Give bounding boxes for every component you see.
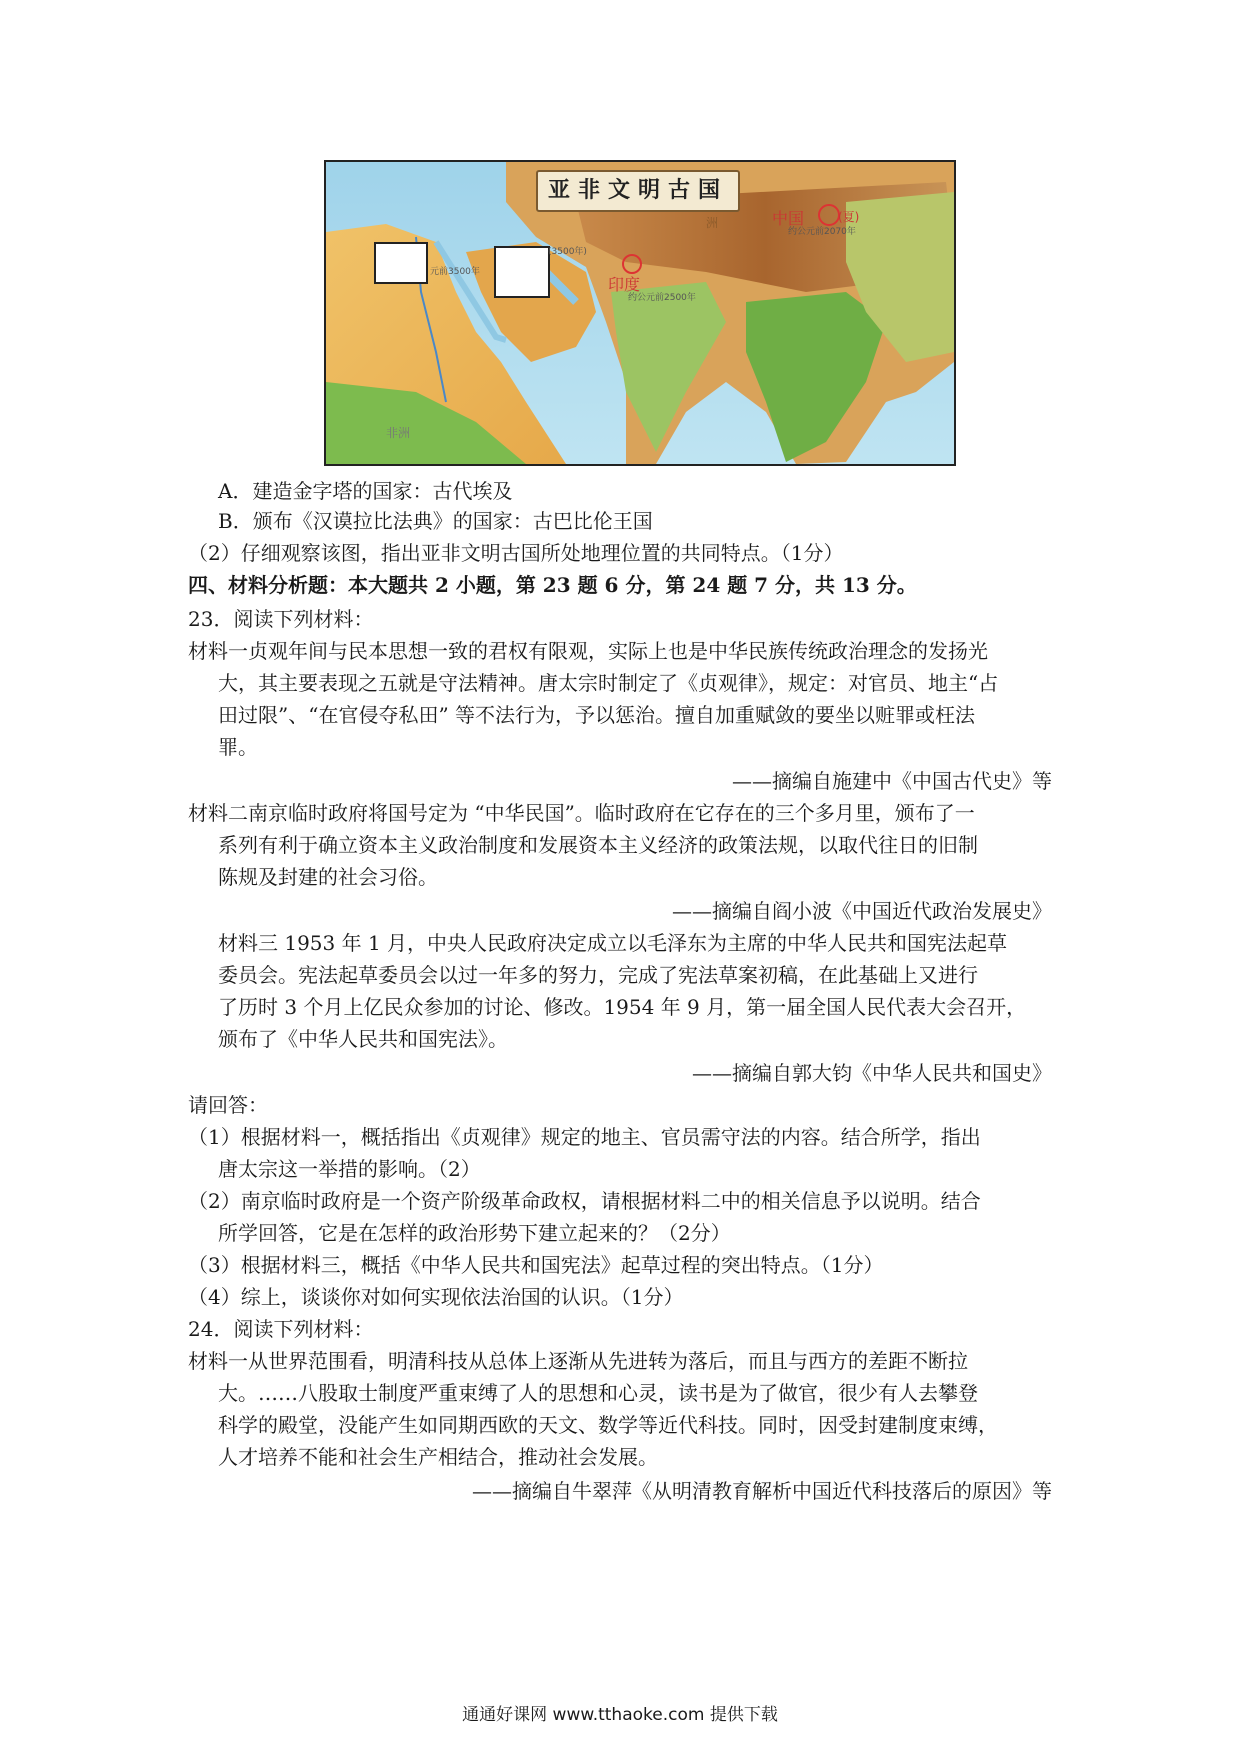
india-date-label: 约公元前2500年 [628,293,696,303]
material-24-1-line: 人才培养不能和社会生产相结合，推动社会发展。 [218,1445,658,1469]
question-22-2: （2）仔细观察该图，指出亚非文明古国所处地理位置的共同特点。（1分） [188,541,844,565]
material-2-line: 陈规及封建的社会习俗。 [218,865,438,889]
egypt-date-label: 元前3500年 [430,267,480,277]
africa-continent-label: 非洲 [386,426,411,440]
china-label: 中国 [772,209,805,228]
map-title: 亚非文明古国 [536,170,740,212]
material-1-source: ——摘编自施建中《中国古代史》等 [732,769,1052,793]
material-24-1-line: 科学的殿堂，没能产生如同期西欧的天文、数学等近代科技。同时，因受封建制度束缚， [218,1413,998,1437]
material-2-line: 材料二南京临时政府将国号定为 “中华民国”。临时政府在它存在的三个多月里，颁布了一 [188,801,975,825]
india-label: 印度 [608,275,641,294]
map-figure [324,160,956,466]
material-1-line: 田过限”、“在官侵夺私田” 等不法行为，予以惩治。擅自加重赋敛的要坐以赃罪或枉法 [218,703,976,727]
material-3-line: 委员会。宪法起草委员会以过一年多的努力，完成了宪法草案初稿，在此基础上又进行 [218,963,978,987]
xia-label: (夏) [838,210,860,224]
asia-continent-label: 洲 [706,216,719,230]
material-3-line: 了历时 3 个月上亿民众参加的讨论、修改。1954 年 9 月，第一届全国人民代表大会召开， [218,995,1027,1019]
material-1-line: 大，其主要表现之五就是守法精神。唐太宗时制定了《贞观律》，规定：对官员、地主“占 [218,671,999,695]
answer-prompt: 请回答： [188,1093,268,1117]
india-marker [622,254,642,274]
question-23-1: （1）根据材料一，概括指出《贞观律》规定的地主、官员需守法的内容。结合所学，指出 [188,1125,981,1149]
option-b: B．颁布《汉谟拉比法典》的国家：古巴比伦王国 [218,509,653,533]
question-23-1: 唐太宗这一举措的影响。（2） [218,1157,481,1181]
egypt-blank-callout [374,242,428,284]
material-24-1-line: 材料一从世界范围看，明清科技从总体上逐渐从先进转为落后，而且与西方的差距不断拉 [188,1349,968,1373]
material-1-line: 罪。 [218,735,258,759]
question-24-heading: 24．阅读下列材料： [188,1317,374,1341]
mesopotamia-date-label: (3500年) [548,247,587,257]
question-23-2: （2）南京临时政府是一个资产阶级革命政权，请根据材料二中的相关信息予以说明。结合 [188,1189,981,1213]
material-24-1-line: 大。……八股取士制度严重束缚了人的思想和心灵，读书是为了做官，很少有人去攀登 [218,1381,978,1405]
section-heading: 四、材料分析题：本大题共 2 小题，第 23 题 6 分，第 24 题 7 分，共 13 分。 [188,573,917,597]
china-marker [818,204,840,226]
material-3-line: 材料三 1953 年 1 月，中央人民政府决定成立以毛泽东为主席的中华人民共和国宪法起草 [218,931,1008,955]
mesopotamia-blank-callout [494,246,550,298]
page-footer: 通通好课网 www.tthaoke.com 提供下载 [462,1705,778,1725]
material-2-line: 系列有利于确立资本主义政治制度和发展资本主义经济的政策法规，以取代往日的旧制 [218,833,978,857]
china-date-label: 约公元前2070年 [788,227,856,237]
question-23-2: 所学回答，它是在怎样的政治形势下建立起来的？（2分） [218,1221,731,1245]
question-23-heading: 23．阅读下列材料： [188,607,374,631]
material-3-line: 颁布了《中华人民共和国宪法》。 [218,1027,508,1051]
material-2-source: ——摘编自阎小波《中国近代政治发展史》 [672,899,1052,923]
material-1-line: 材料一贞观年间与民本思想一致的君权有限观，实际上也是中华民族传统政治理念的发扬光 [188,639,988,663]
option-a: A．建造金字塔的国家：古代埃及 [218,479,513,503]
question-23-4: （4）综上，谈谈你对如何实现依法治国的认识。（1分） [188,1285,684,1309]
material-3-source: ——摘编自郭大钧《中华人民共和国史》 [692,1061,1052,1085]
question-23-3: （3）根据材料三，概括《中华人民共和国宪法》起草过程的突出特点。（1分） [188,1253,884,1277]
material-24-1-source: ——摘编自牛翠萍《从明清教育解析中国近代科技落后的原因》等 [472,1479,1052,1503]
